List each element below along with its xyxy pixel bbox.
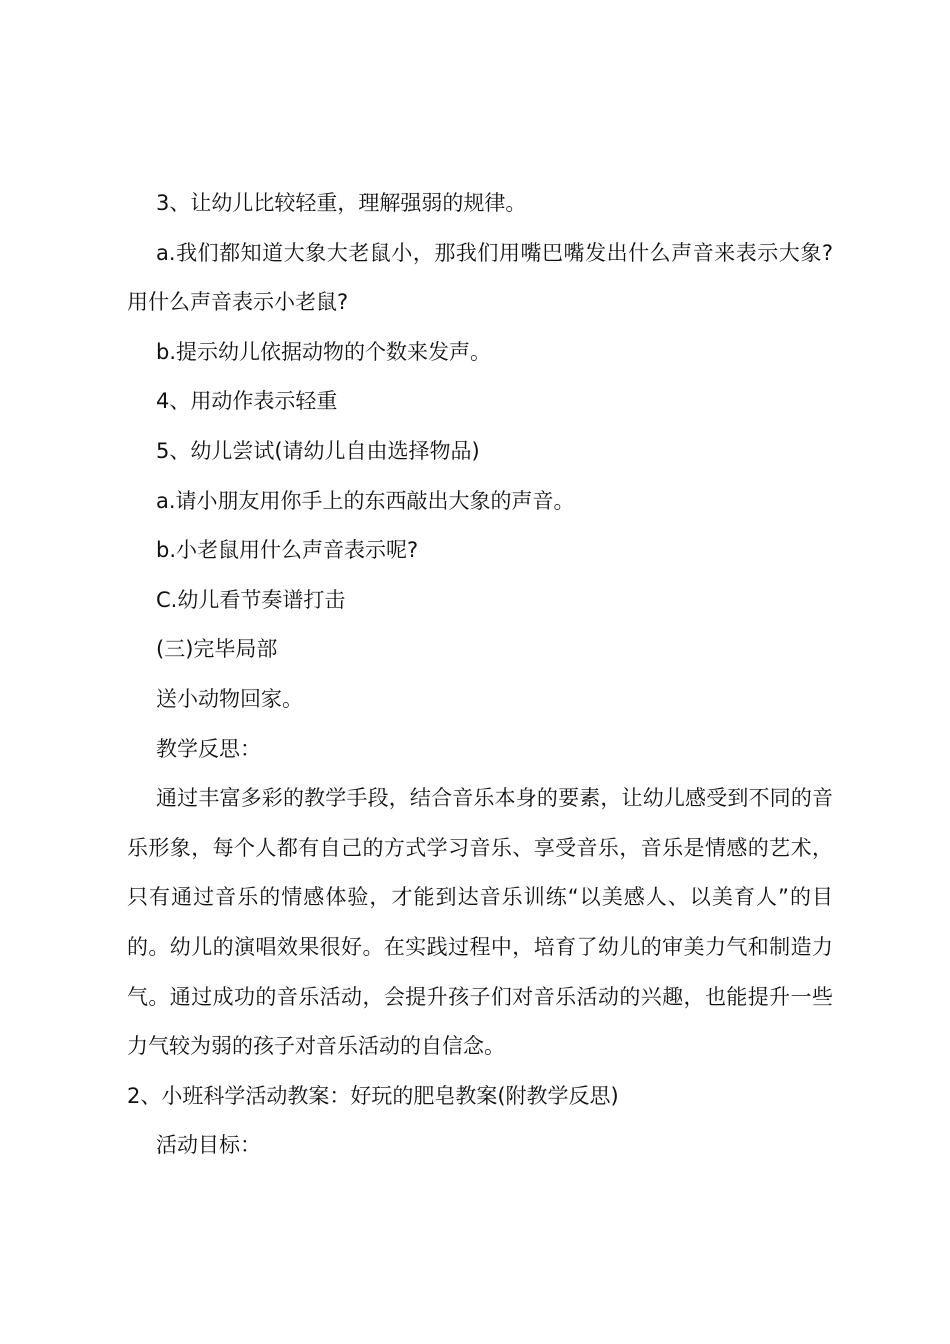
paragraph-reflection: 通过丰富多彩的教学手段，结合音乐本身的要素，让幼儿感受到不同的音乐形象，每个人都有自己的方式学习音乐、享受音乐，音乐是情感的艺术，只有通过音乐的情感体验，才能到达音乐训练“以美感人、以美育人”的目的。幼儿的演唱效果很好。在实践过程中，培育了幼儿的审美力气和制造力气。通过成功的音乐活动，会提升孩子们对音乐活动的兴趣，也能提升一些力气较为弱的孩子对音乐活动的自信念。 [127, 786, 833, 1059]
section-heading-reflection: 教学反思： [156, 736, 261, 761]
paragraph-step-3a: a.我们都知道大象大老鼠小，那我们用嘴巴嘴发出什么声音来表示大象?用什么声音表示小老鼠? [127, 240, 833, 315]
paragraph-step-5c: C.幼儿看节奏谱打击 [156, 587, 346, 612]
paragraph-step-5b: b.小老鼠用什么声音表示呢? [156, 538, 419, 563]
paragraph-ending: 送小动物回家。 [156, 686, 303, 711]
section-heading-ending: (三)完毕局部 [156, 637, 278, 662]
section-heading-goals: 活动目标： [156, 1133, 261, 1158]
lesson-title-2: 2、小班科学活动教案：好玩的肥皂教案(附教学反思) [127, 1083, 619, 1108]
paragraph-step-3b: b.提示幼儿依据动物的个数来发声。 [156, 339, 492, 364]
document-body [127, 179, 833, 1171]
paragraph-step-4: 4、用动作表示轻重 [156, 389, 338, 414]
paragraph-step-5a: a.请小朋友用你手上的东西敲出大象的声音。 [156, 488, 575, 513]
paragraph-step-3: 3、让幼儿比较轻重，理解强弱的规律。 [156, 191, 527, 215]
paragraph-step-5: 5、幼儿尝试(请幼儿自由选择物品) [156, 438, 480, 463]
